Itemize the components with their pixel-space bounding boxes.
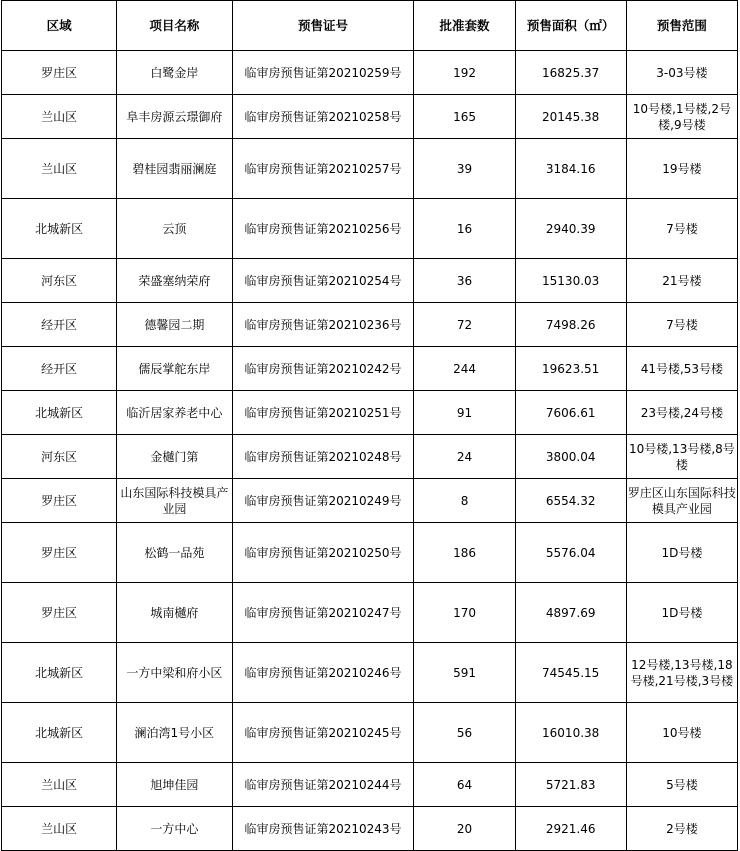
cell-district: 河东区: [2, 259, 117, 303]
cell-presale-area: 7606.61: [515, 391, 626, 435]
cell-district: 罗庄区: [2, 583, 117, 643]
cell-project-name: 金樾门第: [117, 435, 232, 479]
cell-district: 罗庄区: [2, 51, 117, 95]
cell-project-name: 澜泊湾1号小区: [117, 703, 232, 763]
cell-presale-area: 3800.04: [515, 435, 626, 479]
cell-license-no: 临审房预售证第20210236号: [232, 303, 414, 347]
presale-table: [1, 0, 738, 851]
table-row: [2, 435, 738, 479]
table-row: [2, 479, 738, 523]
cell-project-name: 一方中心: [117, 807, 232, 851]
cell-presale-scope: 12号楼,13号楼,18号楼,21号楼,3号楼: [626, 643, 737, 703]
cell-project-name: 城南樾府: [117, 583, 232, 643]
cell-project-name: 山东国际科技模具产业园: [117, 479, 232, 523]
cell-district: 兰山区: [2, 807, 117, 851]
cell-presale-area: 4897.69: [515, 583, 626, 643]
cell-project-name: 德馨园二期: [117, 303, 232, 347]
table-row: [2, 703, 738, 763]
cell-district: 北城新区: [2, 199, 117, 259]
cell-presale-scope: 7号楼: [626, 199, 737, 259]
cell-district: 罗庄区: [2, 523, 117, 583]
cell-district: 河东区: [2, 435, 117, 479]
cell-presale-area: 5721.83: [515, 763, 626, 807]
table-row: [2, 259, 738, 303]
cell-project-name: 碧桂园翡丽澜庭: [117, 139, 232, 199]
cell-presale-scope: 10号楼,13号楼,8号楼: [626, 435, 737, 479]
cell-license-no: 临审房预售证第20210248号: [232, 435, 414, 479]
cell-presale-area: 3184.16: [515, 139, 626, 199]
cell-district: 兰山区: [2, 95, 117, 139]
cell-approved-units: 36: [414, 259, 515, 303]
header-license-no: 预售证号: [232, 1, 414, 51]
cell-presale-scope: 41号楼,53号楼: [626, 347, 737, 391]
cell-license-no: 临审房预售证第20210243号: [232, 807, 414, 851]
table-row: [2, 523, 738, 583]
cell-presale-scope: 罗庄区山东国际科技模具产业园: [626, 479, 737, 523]
cell-project-name: 一方中梁和府小区: [117, 643, 232, 703]
cell-presale-scope: 3-03号楼: [626, 51, 737, 95]
cell-approved-units: 170: [414, 583, 515, 643]
cell-approved-units: 192: [414, 51, 515, 95]
cell-approved-units: 39: [414, 139, 515, 199]
cell-district: 经开区: [2, 303, 117, 347]
cell-presale-scope: 7号楼: [626, 303, 737, 347]
table-row: [2, 807, 738, 851]
cell-approved-units: 24: [414, 435, 515, 479]
cell-district: 北城新区: [2, 643, 117, 703]
cell-approved-units: 16: [414, 199, 515, 259]
cell-project-name: 荣盛塞纳荣府: [117, 259, 232, 303]
table-row: [2, 643, 738, 703]
cell-approved-units: 56: [414, 703, 515, 763]
cell-presale-scope: 19号楼: [626, 139, 737, 199]
cell-project-name: 儒辰掌舵东岸: [117, 347, 232, 391]
header-project-name: 项目名称: [117, 1, 232, 51]
table-row: [2, 303, 738, 347]
cell-district: 北城新区: [2, 391, 117, 435]
cell-project-name: 临沂居家养老中心: [117, 391, 232, 435]
cell-district: 兰山区: [2, 139, 117, 199]
cell-presale-scope: 10号楼,1号楼,2号楼,9号楼: [626, 95, 737, 139]
table-row: [2, 347, 738, 391]
cell-license-no: 临审房预售证第20210258号: [232, 95, 414, 139]
cell-presale-scope: 2号楼: [626, 807, 737, 851]
header-row: [2, 1, 738, 51]
cell-district: 罗庄区: [2, 479, 117, 523]
cell-project-name: 阜丰房源云璟御府: [117, 95, 232, 139]
cell-presale-scope: 1D号楼: [626, 523, 737, 583]
cell-project-name: 旭坤佳园: [117, 763, 232, 807]
cell-presale-scope: 23号楼,24号楼: [626, 391, 737, 435]
table-row: [2, 391, 738, 435]
cell-presale-area: 20145.38: [515, 95, 626, 139]
cell-presale-area: 19623.51: [515, 347, 626, 391]
cell-presale-scope: 21号楼: [626, 259, 737, 303]
cell-presale-area: 5576.04: [515, 523, 626, 583]
cell-license-no: 临审房预售证第20210242号: [232, 347, 414, 391]
cell-license-no: 临审房预售证第20210249号: [232, 479, 414, 523]
cell-presale-scope: 5号楼: [626, 763, 737, 807]
cell-project-name: 云顶: [117, 199, 232, 259]
cell-approved-units: 244: [414, 347, 515, 391]
cell-presale-area: 15130.03: [515, 259, 626, 303]
cell-license-no: 临审房预售证第20210251号: [232, 391, 414, 435]
cell-approved-units: 20: [414, 807, 515, 851]
table-row: [2, 763, 738, 807]
cell-district: 经开区: [2, 347, 117, 391]
cell-license-no: 临审房预售证第20210245号: [232, 703, 414, 763]
cell-approved-units: 91: [414, 391, 515, 435]
cell-district: 兰山区: [2, 763, 117, 807]
cell-presale-area: 6554.32: [515, 479, 626, 523]
cell-approved-units: 591: [414, 643, 515, 703]
cell-presale-area: 7498.26: [515, 303, 626, 347]
cell-approved-units: 8: [414, 479, 515, 523]
cell-approved-units: 186: [414, 523, 515, 583]
cell-presale-area: 2921.46: [515, 807, 626, 851]
cell-license-no: 临审房预售证第20210247号: [232, 583, 414, 643]
table-row: [2, 583, 738, 643]
table-row: [2, 199, 738, 259]
cell-project-name: 松鹤一品苑: [117, 523, 232, 583]
cell-district: 北城新区: [2, 703, 117, 763]
cell-license-no: 临审房预售证第20210244号: [232, 763, 414, 807]
header-presale-area: 预售面积（㎡）: [515, 1, 626, 51]
cell-license-no: 临审房预售证第20210250号: [232, 523, 414, 583]
cell-approved-units: 64: [414, 763, 515, 807]
cell-presale-scope: 10号楼: [626, 703, 737, 763]
cell-license-no: 临审房预售证第20210257号: [232, 139, 414, 199]
cell-license-no: 临审房预售证第20210259号: [232, 51, 414, 95]
table-row: [2, 95, 738, 139]
cell-license-no: 临审房预售证第20210256号: [232, 199, 414, 259]
cell-approved-units: 165: [414, 95, 515, 139]
header-presale-scope: 预售范围: [626, 1, 737, 51]
table-row: [2, 139, 738, 199]
header-district: 区域: [2, 1, 117, 51]
cell-presale-area: 2940.39: [515, 199, 626, 259]
cell-project-name: 白鹭金岸: [117, 51, 232, 95]
cell-presale-scope: 1D号楼: [626, 583, 737, 643]
cell-license-no: 临审房预售证第20210254号: [232, 259, 414, 303]
cell-presale-area: 16010.38: [515, 703, 626, 763]
cell-presale-area: 74545.15: [515, 643, 626, 703]
cell-approved-units: 72: [414, 303, 515, 347]
table-row: [2, 51, 738, 95]
cell-presale-area: 16825.37: [515, 51, 626, 95]
header-approved-units: 批准套数: [414, 1, 515, 51]
cell-license-no: 临审房预售证第20210246号: [232, 643, 414, 703]
